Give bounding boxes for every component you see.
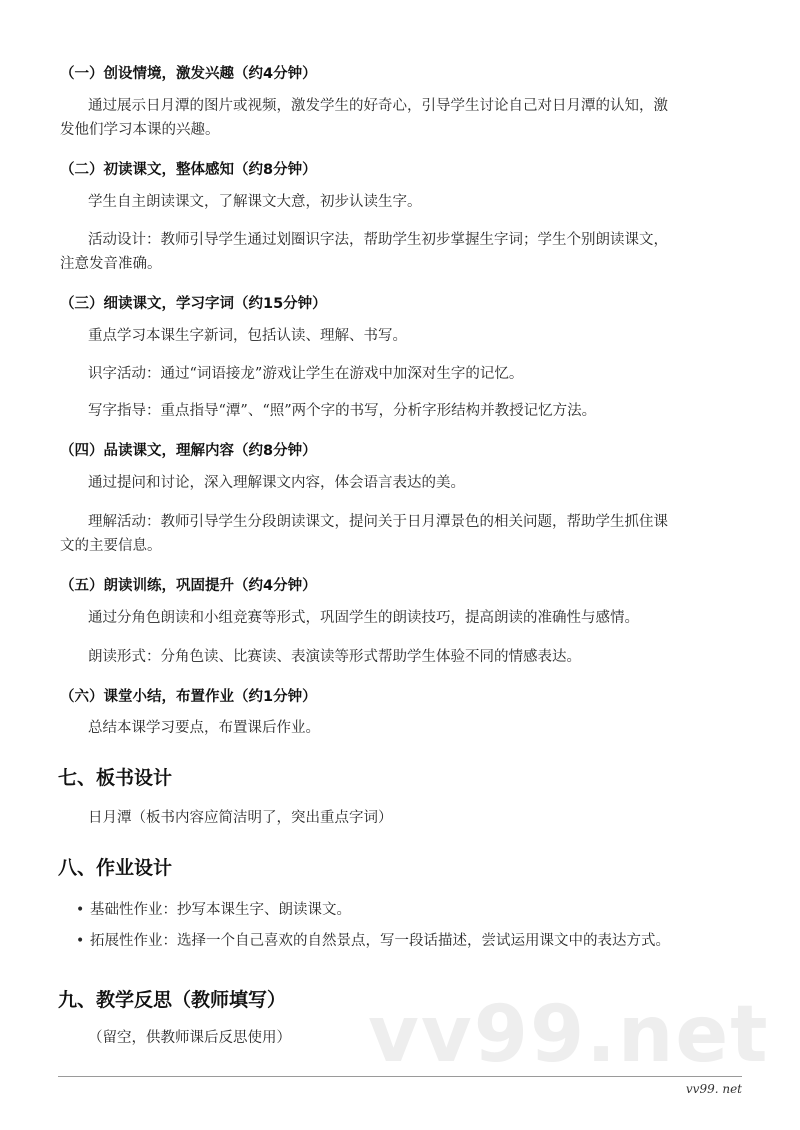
chapter-heading-9: 九、教学反思（教师填写）: [58, 989, 287, 1011]
section-heading-5: （五）朗读训练，巩固提升（约4分钟）: [60, 578, 317, 594]
section-2-paragraph-2-line-1: 活动设计：教师引导学生通过划圈识字法，帮助学生初步掌握生字词；学生个别朗读课文，: [88, 232, 668, 248]
chapter-heading-7: 七、板书设计: [58, 767, 173, 789]
section-2-paragraph-2-line-2: 注意发音准确。: [60, 256, 162, 272]
section-2-paragraph-1: 学生自主朗读课文，了解课文大意，初步认读生字。: [88, 194, 422, 210]
section-6-paragraph-1: 总结本课学习要点，布置课后作业。: [88, 720, 320, 736]
section-heading-2: （二）初读课文，整体感知（约8分钟）: [60, 162, 317, 178]
section-4-paragraph-1: 通过提问和讨论，深入理解课文内容，体会语言表达的美。: [88, 475, 465, 491]
section-heading-6: （六）课堂小结，布置作业（约1分钟）: [60, 689, 317, 705]
watermark-text: vv99.net: [368, 990, 770, 1080]
bullet-marker: •: [76, 933, 85, 949]
footer-site-label: vv99. net: [685, 1082, 742, 1096]
section-heading-3: （三）细读课文，学习字词（约15分钟）: [60, 296, 327, 312]
section-heading-4: （四）品读课文，理解内容（约8分钟）: [60, 443, 317, 459]
section-5-paragraph-2: 朗读形式：分角色读、比赛读、表演读等形式帮助学生体验不同的情感表达。: [88, 649, 581, 665]
section-3-paragraph-2: 识字活动：通过“词语接龙”游戏让学生在游戏中加深对生字的记忆。: [88, 366, 524, 382]
list-item: 拓展性作业：选择一个自己喜欢的自然景点，写一段话描述，尝试运用课文中的表达方式。: [90, 933, 670, 949]
section-7-paragraph-1: 日月潭（板书内容应简洁明了，突出重点字词）: [88, 810, 393, 826]
section-3-paragraph-3: 写字指导：重点指导“潭”、“照”两个字的书写，分析字形结构并教授记忆方法。: [88, 403, 597, 419]
section-4-paragraph-2-line-1: 理解活动：教师引导学生分段朗读课文，提问关于日月潭景色的相关问题，帮助学生抓住课: [88, 514, 668, 530]
section-1-paragraph-line-1: 通过展示日月潭的图片或视频，激发学生的好奇心，引导学生讨论自己对日月潭的认知，激: [88, 98, 668, 114]
bullet-marker: •: [76, 902, 85, 918]
section-heading-1: （一）创设情境，激发兴趣（约4分钟）: [60, 66, 317, 82]
section-4-paragraph-2-line-2: 文的主要信息。: [60, 538, 162, 554]
section-1-paragraph-line-2: 发他们学习本课的兴趣。: [60, 122, 220, 138]
footer-divider: [58, 1076, 742, 1077]
section-5-paragraph-1: 通过分角色朗读和小组竞赛等形式，巩固学生的朗读技巧，提高朗读的准确性与感情。: [88, 610, 639, 626]
list-item: 基础性作业：抄写本课生字、朗读课文。: [90, 902, 351, 918]
chapter-heading-8: 八、作业设计: [58, 857, 173, 879]
section-3-paragraph-1: 重点学习本课生字新词，包括认读、理解、书写。: [88, 328, 407, 344]
section-9-paragraph-1: （留空，供教师课后反思使用）: [88, 1030, 291, 1046]
